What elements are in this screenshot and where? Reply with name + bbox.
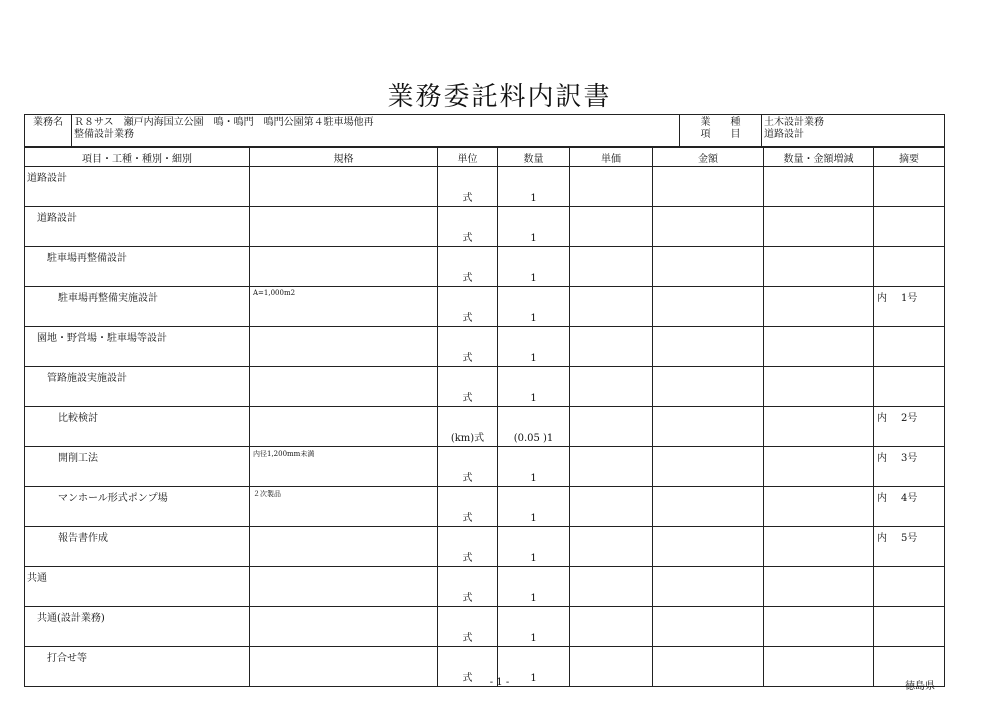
table-row <box>25 607 945 647</box>
item-amount <box>653 167 764 207</box>
table-row <box>25 487 945 527</box>
item-name: 報告書作成 <box>25 527 250 567</box>
item-unit: 式 <box>438 167 498 207</box>
item-note <box>874 247 945 287</box>
item-unit-price <box>570 447 653 487</box>
item-change <box>764 527 874 567</box>
item-unit: 式 <box>438 487 498 527</box>
type-label: 業 種 <box>700 117 741 128</box>
header-name: 項目・工種・種別・細別 <box>25 148 250 167</box>
note-prefix: 内 <box>877 533 887 544</box>
item-unit-price <box>570 327 653 367</box>
header-note: 摘要 <box>874 148 945 167</box>
item-name: 道路設計 <box>25 207 250 247</box>
item-change <box>764 607 874 647</box>
item-change <box>764 287 874 327</box>
item-value: 道路設計 <box>764 129 804 140</box>
item-spec: A=1,000m2 <box>250 287 438 327</box>
item-unit: 式 <box>438 647 498 687</box>
work-name-label: 業務名 <box>25 115 72 147</box>
item-quantity: 1 <box>498 607 570 647</box>
item-quantity: 1 <box>498 567 570 607</box>
item-note <box>874 447 945 487</box>
table-row <box>25 567 945 607</box>
item-unit-price <box>570 527 653 567</box>
table-row <box>25 327 945 367</box>
item-spec: ２次製品 <box>250 487 438 527</box>
header-unit: 単位 <box>438 148 498 167</box>
breakdown-table <box>24 147 945 687</box>
item-name: 共通 <box>25 567 250 607</box>
header-price: 単価 <box>570 148 653 167</box>
header-change: 数量・金額増減 <box>764 148 874 167</box>
work-info-table <box>24 114 945 147</box>
item-unit-price <box>570 407 653 447</box>
item-quantity: 1 <box>498 327 570 367</box>
item-quantity: 1 <box>498 527 570 567</box>
note-prefix: 内 <box>877 413 887 424</box>
type-value: 土木設計業務 <box>764 117 824 128</box>
table-row <box>25 287 945 327</box>
item-spec <box>250 407 438 447</box>
item-name: 打合せ等 <box>25 647 250 687</box>
item-quantity: 1 <box>498 287 570 327</box>
item-unit-price <box>570 367 653 407</box>
type-item-values <box>762 115 945 147</box>
item-unit: 式 <box>438 207 498 247</box>
work-name-value <box>72 115 680 147</box>
item-amount <box>653 367 764 407</box>
item-name: 道路設計 <box>25 167 250 207</box>
table-row <box>25 247 945 287</box>
item-note <box>874 207 945 247</box>
item-name: 駐車場再整備設計 <box>25 247 250 287</box>
item-unit-price <box>570 247 653 287</box>
table-row <box>25 207 945 247</box>
item-quantity: 1 <box>498 647 570 687</box>
item-change <box>764 447 874 487</box>
item-unit: 式 <box>438 607 498 647</box>
item-name: マンホール形式ポンプ場 <box>25 487 250 527</box>
work-name-line2: 整備設計業務 <box>74 129 134 140</box>
item-spec <box>250 167 438 207</box>
item-spec <box>250 207 438 247</box>
item-spec <box>250 527 438 567</box>
item-name: 園地・野営場・駐車場等設計 <box>25 327 250 367</box>
note-number: 4号 <box>901 493 918 504</box>
item-quantity: 1 <box>498 367 570 407</box>
item-unit: 式 <box>438 527 498 567</box>
item-change <box>764 167 874 207</box>
item-change <box>764 327 874 367</box>
item-amount <box>653 567 764 607</box>
header-spec: 規格 <box>250 148 438 167</box>
item-note <box>874 287 945 327</box>
item-change <box>764 407 874 447</box>
table-header-row <box>25 148 945 167</box>
item-amount <box>653 527 764 567</box>
item-name: 開削工法 <box>25 447 250 487</box>
item-note <box>874 607 945 647</box>
page-number: - 1 - <box>489 677 510 688</box>
item-quantity: 1 <box>498 247 570 287</box>
item-unit: 式 <box>438 247 498 287</box>
item-unit: 式 <box>438 287 498 327</box>
item-spec <box>250 367 438 407</box>
item-amount <box>653 407 764 447</box>
item-unit: 式 <box>438 447 498 487</box>
item-amount <box>653 287 764 327</box>
item-change <box>764 567 874 607</box>
item-unit: 式 <box>438 327 498 367</box>
item-amount <box>653 207 764 247</box>
item-note <box>874 407 945 447</box>
item-quantity: 1 <box>498 487 570 527</box>
note-prefix: 内 <box>877 453 887 464</box>
item-name: 管路施設実施設計 <box>25 367 250 407</box>
item-change <box>764 207 874 247</box>
work-name-line1: Ｒ８サス 瀬戸内海国立公園 鳴・鳴門 鳴門公園第４駐車場他再 <box>74 117 374 128</box>
item-amount <box>653 247 764 287</box>
document-title: 業務委託料内訳書 <box>387 82 612 112</box>
item-note <box>874 367 945 407</box>
item-unit-price <box>570 207 653 247</box>
note-prefix: 内 <box>877 493 887 504</box>
item-unit: 式 <box>438 567 498 607</box>
item-name: 駐車場再整備実施設計 <box>25 287 250 327</box>
table-row <box>25 527 945 567</box>
header-amount: 金額 <box>653 148 764 167</box>
item-quantity: 1 <box>498 207 570 247</box>
item-note <box>874 167 945 207</box>
type-item-labels <box>680 115 762 147</box>
item-amount <box>653 447 764 487</box>
item-spec: 内径1,200mm未満 <box>250 447 438 487</box>
item-name: 共通(設計業務) <box>25 607 250 647</box>
item-unit: 式 <box>438 367 498 407</box>
item-quantity: 1 <box>498 167 570 207</box>
breakdown-sheet <box>24 114 944 687</box>
item-label: 項 目 <box>700 129 741 140</box>
note-number: 1号 <box>901 293 918 304</box>
item-unit-price <box>570 567 653 607</box>
item-quantity: (0.05 )1 <box>498 407 570 447</box>
item-unit-price <box>570 607 653 647</box>
item-change <box>764 247 874 287</box>
item-amount <box>653 327 764 367</box>
table-row <box>25 447 945 487</box>
item-note <box>874 327 945 367</box>
item-quantity: 1 <box>498 447 570 487</box>
item-spec <box>250 327 438 367</box>
item-note <box>874 527 945 567</box>
table-row <box>25 407 945 447</box>
item-spec <box>250 247 438 287</box>
note-number: 5号 <box>901 533 918 544</box>
item-unit: (km)式 <box>438 407 498 447</box>
table-row <box>25 367 945 407</box>
table-row <box>25 167 945 207</box>
item-amount <box>653 607 764 647</box>
header-qty: 数量 <box>498 148 570 167</box>
item-unit-price <box>570 167 653 207</box>
item-spec <box>250 607 438 647</box>
note-number: 3号 <box>901 453 918 464</box>
note-number: 2号 <box>901 413 918 424</box>
item-spec <box>250 567 438 607</box>
item-unit-price <box>570 287 653 327</box>
item-note <box>874 567 945 607</box>
organization-name: 徳島県 <box>905 681 935 692</box>
note-prefix: 内 <box>877 293 887 304</box>
item-note <box>874 487 945 527</box>
item-change <box>764 487 874 527</box>
item-change <box>764 367 874 407</box>
item-amount <box>653 487 764 527</box>
item-name: 比較検討 <box>25 407 250 447</box>
item-unit-price <box>570 487 653 527</box>
